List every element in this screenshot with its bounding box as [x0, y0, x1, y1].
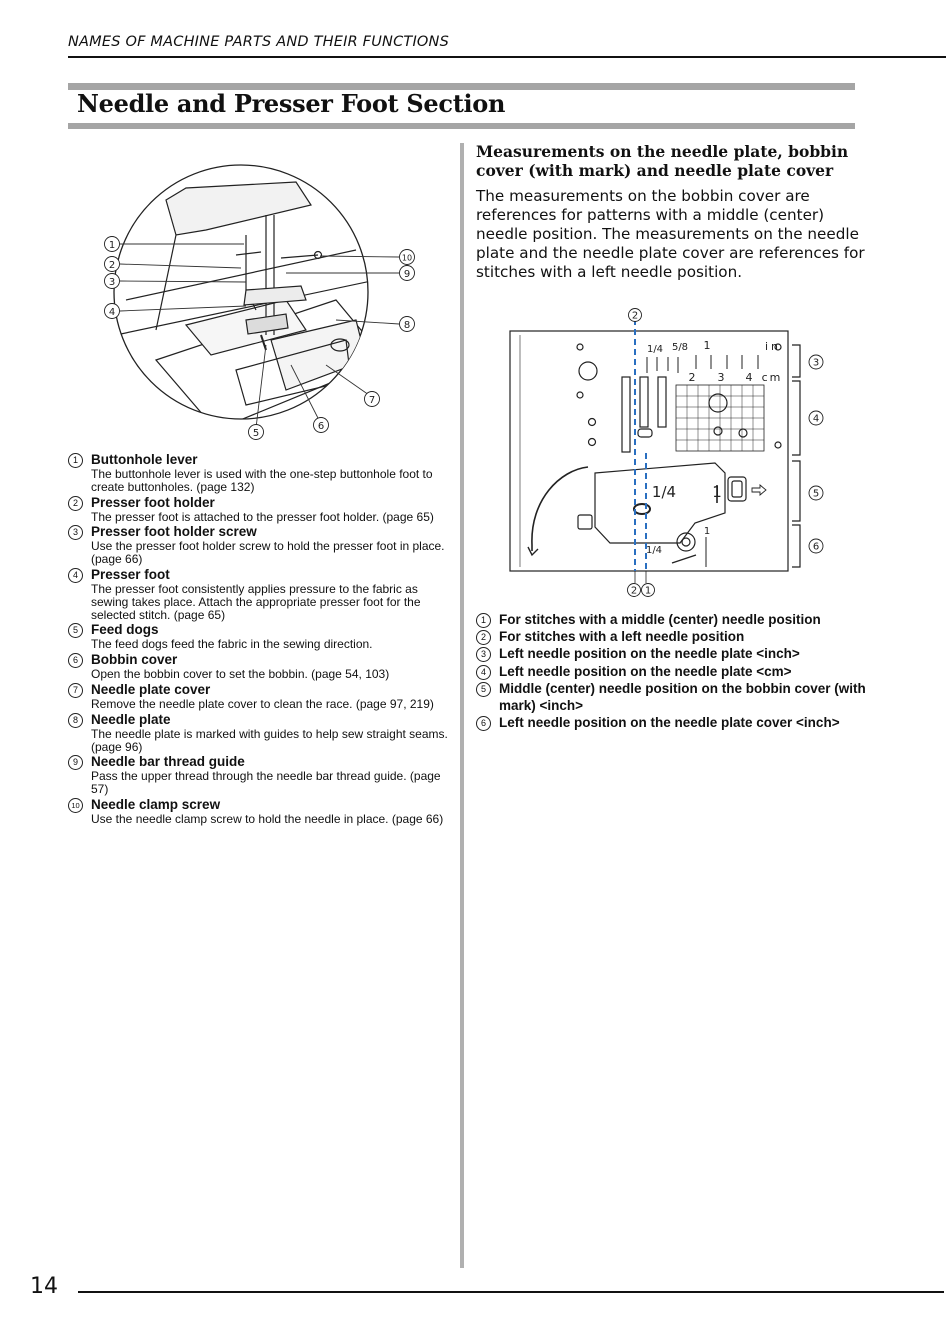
- bobbin-label-quarter: 1/4: [651, 483, 677, 501]
- column-divider: [460, 143, 464, 1268]
- item-number: 6: [68, 653, 83, 668]
- plate-label-quarter: 1/4: [646, 344, 664, 355]
- needle-plate-diagram: [500, 305, 840, 600]
- list-item: [68, 712, 448, 754]
- part-description: The feed dogs feed the fabric in the sewing direction.: [91, 637, 373, 652]
- bobbin-label-one: 1: [712, 483, 722, 501]
- part-name: Presser foot holder: [91, 494, 215, 510]
- list-item: [68, 495, 448, 524]
- callout-5: 5: [252, 428, 260, 439]
- item-number: 7: [68, 683, 83, 698]
- item-number: 4: [476, 665, 491, 680]
- part-description: The presser foot consistently applies pressure to the fabric as sewing takes place. Attach the appropriate presser foot for the selected stitch. (page 65): [91, 581, 421, 622]
- part-description: Open the bobbin cover to set the bobbin. (page 54, 103): [91, 667, 390, 682]
- measurements-heading: Measurements on the needle plate, bobbin cover (with mark) and needle plate cover: [476, 142, 849, 180]
- item-text: For stitches with a middle (center) needle position: [499, 612, 821, 627]
- plate-label-cm-3: 3: [717, 371, 725, 384]
- list-item: [68, 682, 448, 711]
- item-number: 5: [68, 623, 83, 638]
- plate-label-cm-2: 2: [688, 371, 696, 384]
- part-name: Needle bar thread guide: [91, 754, 245, 770]
- item-number: 6: [476, 716, 491, 731]
- item-number: 1: [476, 613, 491, 628]
- plate-label-inch-unit: in: [764, 340, 782, 353]
- part-description: The presser foot is attached to the presser foot holder. (page 65): [91, 509, 434, 524]
- list-item: [68, 652, 448, 681]
- footer-rule: [78, 1291, 944, 1293]
- item-text: Left needle position on the needle plate cover <inch>: [499, 715, 840, 731]
- list-item: [476, 611, 896, 628]
- needle-section-illustration: [96, 160, 426, 450]
- callout-bottom-1: 1: [644, 585, 652, 597]
- part-description: Remove the needle plate cover to clean the race. (page 97, 219): [91, 696, 434, 711]
- list-item: [68, 524, 448, 566]
- part-name: Needle plate cover: [91, 681, 211, 697]
- list-item: [476, 663, 896, 680]
- callout-2: 2: [108, 260, 116, 271]
- item-text: Left needle position on the needle plate <cm>: [499, 663, 792, 679]
- list-item: [68, 622, 448, 651]
- item-number: 5: [476, 682, 491, 697]
- list-item: [476, 680, 896, 714]
- part-name: Presser foot holder screw: [91, 524, 257, 540]
- callout-bottom-2: 2: [630, 585, 638, 597]
- list-item: [68, 452, 448, 494]
- item-text: Left needle position on the needle plate <inch>: [499, 646, 800, 662]
- callout-3: 3: [108, 277, 116, 288]
- list-item: [476, 714, 896, 731]
- part-name: Bobbin cover: [91, 652, 178, 668]
- item-number: 1: [68, 453, 83, 468]
- item-number: 3: [68, 525, 83, 540]
- list-item: [476, 628, 896, 645]
- part-description: The buttonhole lever is used with the one-step buttonhole foot to create buttonholes. (page 132): [91, 467, 433, 494]
- list-item: [68, 797, 448, 826]
- plate-label-inch-one: 1: [703, 339, 711, 352]
- callout-8: 8: [403, 320, 411, 331]
- item-number: 2: [476, 630, 491, 645]
- part-name: Needle clamp screw: [91, 796, 221, 812]
- measurements-body: The measurements on the bobbin cover are references for patterns with a middle (center) needle position. The measurements on the needle plate and the needle plate cover are references for stitches with a left needle position.: [476, 187, 865, 281]
- callout-4: 4: [108, 307, 116, 318]
- callout-9: 9: [403, 269, 411, 280]
- callout-top-2: 2: [631, 310, 639, 322]
- part-description: Use the needle clamp screw to hold the needle in place. (page 66): [91, 811, 444, 826]
- part-description: The needle plate is marked with guides to help sew straight seams. (page 96): [91, 726, 448, 754]
- item-number: 10: [68, 798, 83, 813]
- part-name: Buttonhole lever: [91, 452, 198, 467]
- item-number: 4: [68, 568, 83, 583]
- item-number: 8: [68, 713, 83, 728]
- item-number: 9: [68, 755, 83, 770]
- callout-10: 10: [401, 253, 413, 263]
- header-rule: [68, 56, 946, 58]
- section-title: Needle and Presser Foot Section: [77, 89, 506, 118]
- item-text: Middle (center) needle position on the bobbin cover (with mark) <inch>: [499, 680, 866, 714]
- cover-label-quarter: 1/4: [645, 545, 663, 556]
- bracket-callout-6: 6: [812, 541, 820, 553]
- part-description: Pass the upper thread through the needle bar thread guide. (page 57): [91, 769, 441, 797]
- list-item: [68, 754, 448, 796]
- measurements-list: [476, 611, 896, 731]
- part-name: Presser foot: [91, 566, 170, 582]
- plate-label-five-eighths: 5/8: [671, 342, 689, 353]
- item-number: 3: [476, 647, 491, 662]
- list-item: [476, 645, 896, 662]
- bracket-callout-4: 4: [812, 413, 820, 425]
- callout-6: 6: [317, 421, 325, 432]
- part-name: Needle plate: [91, 711, 171, 727]
- item-number: 2: [68, 496, 83, 511]
- plate-label-cm-unit: cm: [761, 371, 783, 384]
- cover-label-one: 1: [703, 526, 711, 537]
- item-text: For stitches with a left needle position: [499, 629, 745, 645]
- title-band-bottom: [68, 123, 855, 129]
- callout-1: 1: [108, 240, 116, 251]
- page-number: 14: [30, 1274, 58, 1299]
- list-item: [68, 567, 448, 621]
- plate-label-cm-4: 4: [745, 371, 753, 384]
- callout-7: 7: [368, 395, 376, 406]
- parts-list: [68, 452, 448, 827]
- running-head: NAMES OF MACHINE PARTS AND THEIR FUNCTIONS: [68, 34, 449, 50]
- part-name: Feed dogs: [91, 622, 159, 638]
- bracket-callout-3: 3: [812, 357, 820, 369]
- bracket-callout-5: 5: [812, 488, 820, 500]
- part-description: Use the presser foot holder screw to hold the presser foot in place. (page 66): [91, 539, 445, 567]
